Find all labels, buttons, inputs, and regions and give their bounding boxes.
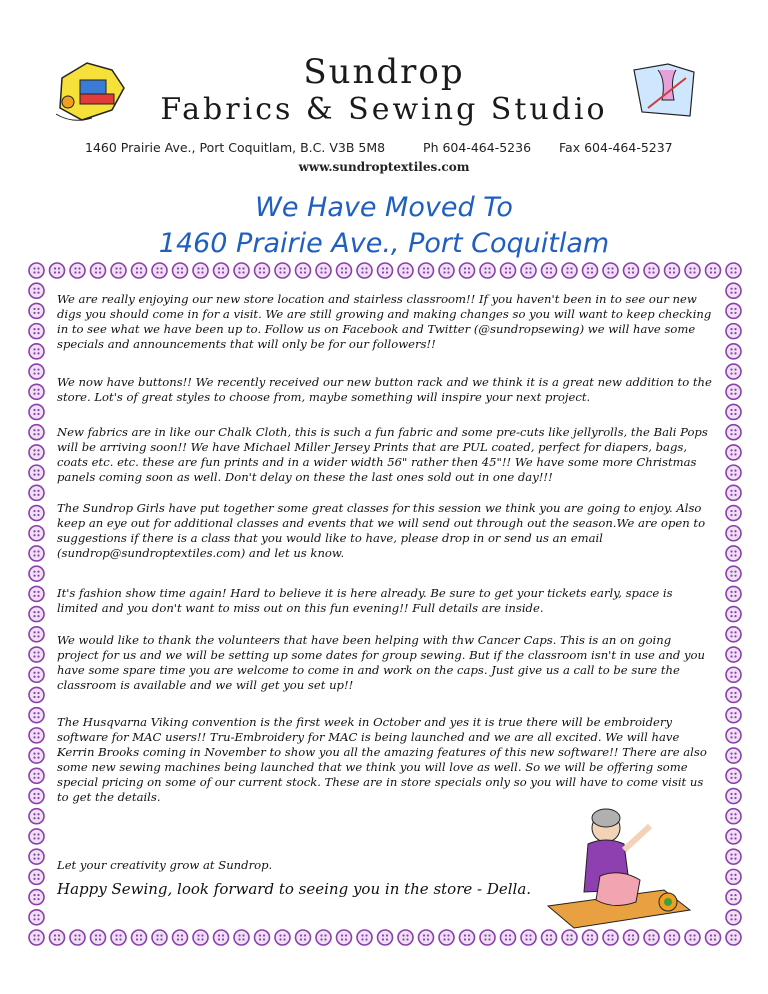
button-icon xyxy=(726,344,741,359)
button-icon xyxy=(296,930,311,945)
button-icon xyxy=(726,647,741,662)
button-icon xyxy=(726,687,741,702)
address: 1460 Prairie Ave., Port Coquitlam, B.C. V3B 5M8 xyxy=(85,140,386,155)
button-icon xyxy=(29,728,44,743)
button-icon xyxy=(644,263,659,278)
button-icon xyxy=(726,849,741,864)
button-icon xyxy=(726,506,741,521)
button-icon xyxy=(29,667,44,682)
button-icon xyxy=(398,930,413,945)
button-icon xyxy=(29,546,44,561)
button-icon xyxy=(275,930,290,945)
moved-heading: We Have Moved To xyxy=(255,192,513,223)
button-icon xyxy=(521,263,536,278)
button-icon xyxy=(521,930,536,945)
button-icon xyxy=(29,445,44,460)
button-icon xyxy=(726,586,741,601)
button-icon xyxy=(29,586,44,601)
button-icon xyxy=(337,263,352,278)
button-icon xyxy=(255,263,270,278)
button-icon xyxy=(726,768,741,783)
button-icon xyxy=(255,930,270,945)
new-address-heading: 1460 Prairie Ave., Port Coquitlam xyxy=(158,228,610,259)
seamstress-icon xyxy=(544,806,694,932)
button-icon xyxy=(644,930,659,945)
button-icon xyxy=(501,930,516,945)
button-icon xyxy=(726,566,741,581)
button-icon xyxy=(726,445,741,460)
button-icon xyxy=(603,930,618,945)
store-name: Sundrop xyxy=(303,52,465,92)
button-icon xyxy=(726,526,741,541)
button-icon xyxy=(665,263,680,278)
button-icon xyxy=(275,263,290,278)
button-icon xyxy=(726,748,741,763)
button-icon xyxy=(480,263,495,278)
button-icon xyxy=(29,789,44,804)
button-icon xyxy=(726,364,741,379)
button-icon xyxy=(29,485,44,500)
button-icon xyxy=(29,809,44,824)
button-icon xyxy=(726,546,741,561)
button-icon xyxy=(398,263,413,278)
button-icon xyxy=(726,283,741,298)
button-icon xyxy=(29,425,44,440)
button-icon xyxy=(50,263,65,278)
button-icon xyxy=(29,829,44,844)
button-icon xyxy=(214,930,229,945)
button-icon xyxy=(29,526,44,541)
button-icon xyxy=(583,930,598,945)
button-icon xyxy=(29,687,44,702)
button-icon xyxy=(439,263,454,278)
button-icon xyxy=(152,930,167,945)
button-icon xyxy=(70,930,85,945)
fax: Fax 604-464-5237 xyxy=(559,140,673,155)
button-icon xyxy=(726,263,741,278)
button-icon xyxy=(214,263,229,278)
button-icon xyxy=(29,768,44,783)
button-icon xyxy=(726,404,741,419)
button-icon xyxy=(685,263,700,278)
signature-line: Happy Sewing, look forward to seeing you in the store - Della. xyxy=(57,880,532,898)
button-icon xyxy=(29,849,44,864)
button-icon xyxy=(583,263,598,278)
button-icon xyxy=(29,283,44,298)
paragraph: The Sundrop Girls have put together some great classes for this session we think you are going to enjoy. Also keep an eye out for additional classes and events that we will send out through out the season.We are open to suggestions if there is a class that you would like to have, please drop in or send us an email (sundrop@sundroptextiles.com) and let us know. xyxy=(57,501,706,560)
button-icon xyxy=(460,930,475,945)
button-icon xyxy=(29,910,44,925)
button-icon xyxy=(726,910,741,925)
button-icon xyxy=(29,708,44,723)
button-icon xyxy=(29,303,44,318)
button-icon xyxy=(29,465,44,480)
button-icon xyxy=(91,263,106,278)
button-icon xyxy=(29,869,44,884)
button-icon xyxy=(726,425,741,440)
button-icon xyxy=(685,930,700,945)
button-icon xyxy=(726,869,741,884)
button-icon xyxy=(726,627,741,642)
button-icon xyxy=(29,506,44,521)
button-icon xyxy=(29,324,44,339)
button-icon xyxy=(29,263,44,278)
button-icon xyxy=(726,485,741,500)
button-icon xyxy=(91,930,106,945)
button-icon xyxy=(665,930,680,945)
button-icon xyxy=(50,930,65,945)
button-icon xyxy=(234,930,249,945)
button-icon xyxy=(542,930,557,945)
button-icon xyxy=(173,930,188,945)
button-icon xyxy=(726,384,741,399)
button-icon xyxy=(726,465,741,480)
button-icon xyxy=(726,607,741,622)
button-icon xyxy=(29,890,44,905)
contact-line xyxy=(85,140,705,155)
button-icon xyxy=(234,263,249,278)
button-icon xyxy=(726,829,741,844)
paragraph: We now have buttons!! We recently received our new button rack and we think it is a great new addition to the store. Lot's of great styles to choose from, maybe something will inspire your next project. xyxy=(57,375,712,404)
button-icon xyxy=(29,404,44,419)
button-icon xyxy=(152,263,167,278)
button-icon xyxy=(357,930,372,945)
button-icon xyxy=(70,263,85,278)
button-icon xyxy=(562,263,577,278)
button-icon xyxy=(29,364,44,379)
button-icon xyxy=(29,566,44,581)
button-icon xyxy=(316,930,331,945)
button-icon xyxy=(357,263,372,278)
paragraph: New fabrics are in like our Chalk Cloth, this is such a fun fabric and some pre-cuts like jellyrolls, the Bali Pops will be arriving soon!! We have Michael Miller Jersey Prints that are PUL coated, perfect for diapers, bags, coats etc. etc. these are fun prints and in a wider width 56" rather then 45"!! We have some more Christmas panels coming soon as well. Don't delay on these the last ones sold out in one day!!! xyxy=(57,425,708,484)
store-subtitle: Fabrics & Sewing Studio xyxy=(160,92,608,127)
website-link[interactable]: www.sundroptextiles.com xyxy=(298,160,470,174)
button-icon xyxy=(726,324,741,339)
phone: Ph 604-464-5236 xyxy=(423,140,532,155)
button-icon xyxy=(111,930,126,945)
button-icon xyxy=(29,930,44,945)
button-icon xyxy=(29,344,44,359)
button-icon xyxy=(29,748,44,763)
button-icon xyxy=(337,930,352,945)
button-icon xyxy=(419,263,434,278)
button-icon xyxy=(193,263,208,278)
paragraph: We are really enjoying our new store location and stairless classroom!! If you haven't been in to see our new digs you should come in for a visit. We are still growing and making changes so you will want to keep checking in to see what we have been up to. Follow us on Facebook and Twitter (@sundropsewing) we will have some specials and announcements that will only be for our followers!! xyxy=(57,292,712,351)
button-icon xyxy=(562,930,577,945)
button-icon xyxy=(726,728,741,743)
button-icon xyxy=(480,930,495,945)
button-icon xyxy=(193,930,208,945)
button-icon xyxy=(29,607,44,622)
button-icon xyxy=(378,263,393,278)
button-icon xyxy=(603,263,618,278)
button-icon xyxy=(378,930,393,945)
button-icon xyxy=(726,890,741,905)
button-icon xyxy=(296,263,311,278)
button-icon xyxy=(624,263,639,278)
paragraph: It's fashion show time again! Hard to believe it is here already. Be sure to get your tickets early, space is limited and you don't want to miss out on this fun evening!! Full details are inside. xyxy=(57,586,673,615)
button-icon xyxy=(111,263,126,278)
button-icon xyxy=(726,708,741,723)
button-icon xyxy=(726,930,741,945)
button-icon xyxy=(706,930,721,945)
button-icon xyxy=(706,263,721,278)
button-icon xyxy=(132,930,147,945)
closing-line: Let your creativity grow at Sundrop. xyxy=(57,858,273,872)
button-icon xyxy=(173,263,188,278)
button-icon xyxy=(726,789,741,804)
button-icon xyxy=(29,627,44,642)
button-icon xyxy=(624,930,639,945)
button-icon xyxy=(726,809,741,824)
button-icon xyxy=(542,263,557,278)
button-icon xyxy=(419,930,434,945)
button-icon xyxy=(460,263,475,278)
button-icon xyxy=(501,263,516,278)
button-icon xyxy=(132,263,147,278)
paragraph: We would like to thank the volunteers that have been helping with thw Cancer Caps. This is an on going project for us and we will be setting up some dates for group sewing. But if the classroom isn't in use and you have some spare time you are welcome to come in and work on the caps. Just give us a call to be sure the classroom is available and we will get you set up!! xyxy=(57,633,705,692)
button-icon xyxy=(29,384,44,399)
paragraph: The Husqvarna Viking convention is the first week in October and yes it is true there will be embroidery software for MAC users!! Tru-Embroidery for MAC is being launched and we are all excited. We will have Kerrin Brooks coming in November to show you all the amazing features of this new software!! There are also some new sewing machines being launched that we think you will love as well. So we will be offering some special pricing on some of our current stock. These are in store specials only so you will have to come visit us to get the details. xyxy=(57,715,707,804)
button-icon xyxy=(439,930,454,945)
button-icon xyxy=(316,263,331,278)
button-icon xyxy=(726,667,741,682)
button-icon xyxy=(29,647,44,662)
button-icon xyxy=(726,303,741,318)
